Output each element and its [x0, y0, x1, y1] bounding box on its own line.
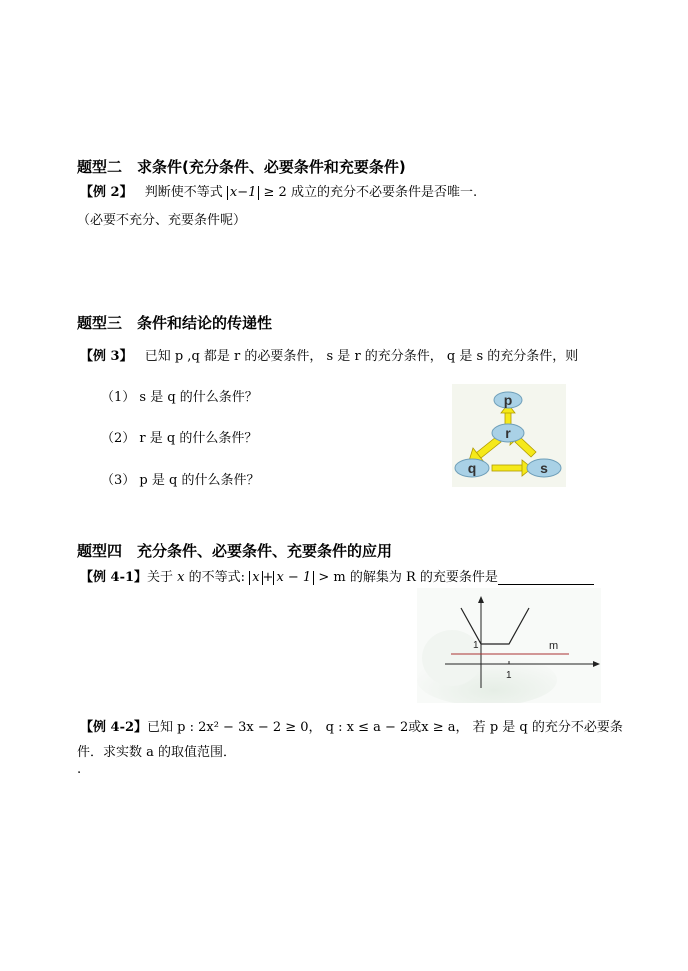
example41-label: 【例 4-1】	[80, 570, 148, 585]
example2-label: 【例 2】	[80, 185, 133, 200]
transitivity-diagram	[452, 384, 566, 487]
question-1: （1） s 是 q 的什么条件？	[101, 390, 258, 405]
example2-text-b: ≥ 2 成立的充分不必要条件是否唯一.	[263, 185, 478, 200]
example42-label: 【例 4-2】	[80, 720, 148, 735]
node-q-label: q	[467, 460, 477, 476]
node-s-label: s	[540, 460, 548, 476]
example3-line	[80, 345, 578, 364]
example41-abs-x: x	[249, 571, 262, 585]
section4-title: 题型四 充分条件、必要条件、充要条件的应用	[77, 542, 393, 560]
section2-title: 题型二 求条件(充分条件、必要条件和充要条件)	[77, 158, 406, 176]
answer-blank[interactable]	[498, 572, 594, 585]
question-2: （2） r 是 q 的什么条件？	[101, 431, 258, 446]
example3-text: 已知 p ,q 都是 r 的必要条件， s 是 r 的充分条件， q 是 s 的充分条件，则	[144, 349, 579, 364]
example42-line2: 件．求实数 a 的取值范围．	[77, 745, 237, 760]
example2-abs-expr: x−1	[227, 186, 260, 200]
section3-title: 题型三 条件和结论的传递性	[77, 314, 273, 332]
example41-abs-x-minus-1: x − 1	[273, 571, 314, 585]
graph-decor-petal	[422, 630, 482, 686]
question-3: （3） p 是 q 的什么条件？	[101, 473, 260, 488]
example41-text-a: 关于	[147, 570, 174, 585]
node-r-label: r	[505, 425, 511, 441]
example41-text-b: 的不等式:	[188, 570, 246, 585]
example41-plus: +	[262, 570, 274, 585]
example42-line1	[80, 716, 623, 735]
example41-text-c: > m 的解集为 R 的充要条件是	[318, 570, 498, 585]
label-x-1: 1	[506, 670, 512, 681]
example2-line	[80, 181, 477, 200]
label-m: m	[549, 640, 559, 652]
node-p-label: p	[503, 392, 513, 408]
example2-note: （必要不充分、充要条件呢）	[77, 213, 247, 228]
example41-line	[80, 566, 594, 585]
example41-var: x	[177, 570, 185, 585]
function-graph	[417, 588, 601, 703]
example42-text-line1: 已知 p : 2x² − 3x − 2 ≥ 0， q : x ≤ a − 2或x ≥ a， 若 p 是 q 的充分不必要条	[147, 720, 623, 735]
label-y-1: 1	[473, 640, 479, 651]
trailing-dot: .	[77, 762, 82, 777]
example3-label: 【例 3】	[80, 349, 133, 364]
example2-text-a: 判断使不等式	[144, 185, 223, 200]
